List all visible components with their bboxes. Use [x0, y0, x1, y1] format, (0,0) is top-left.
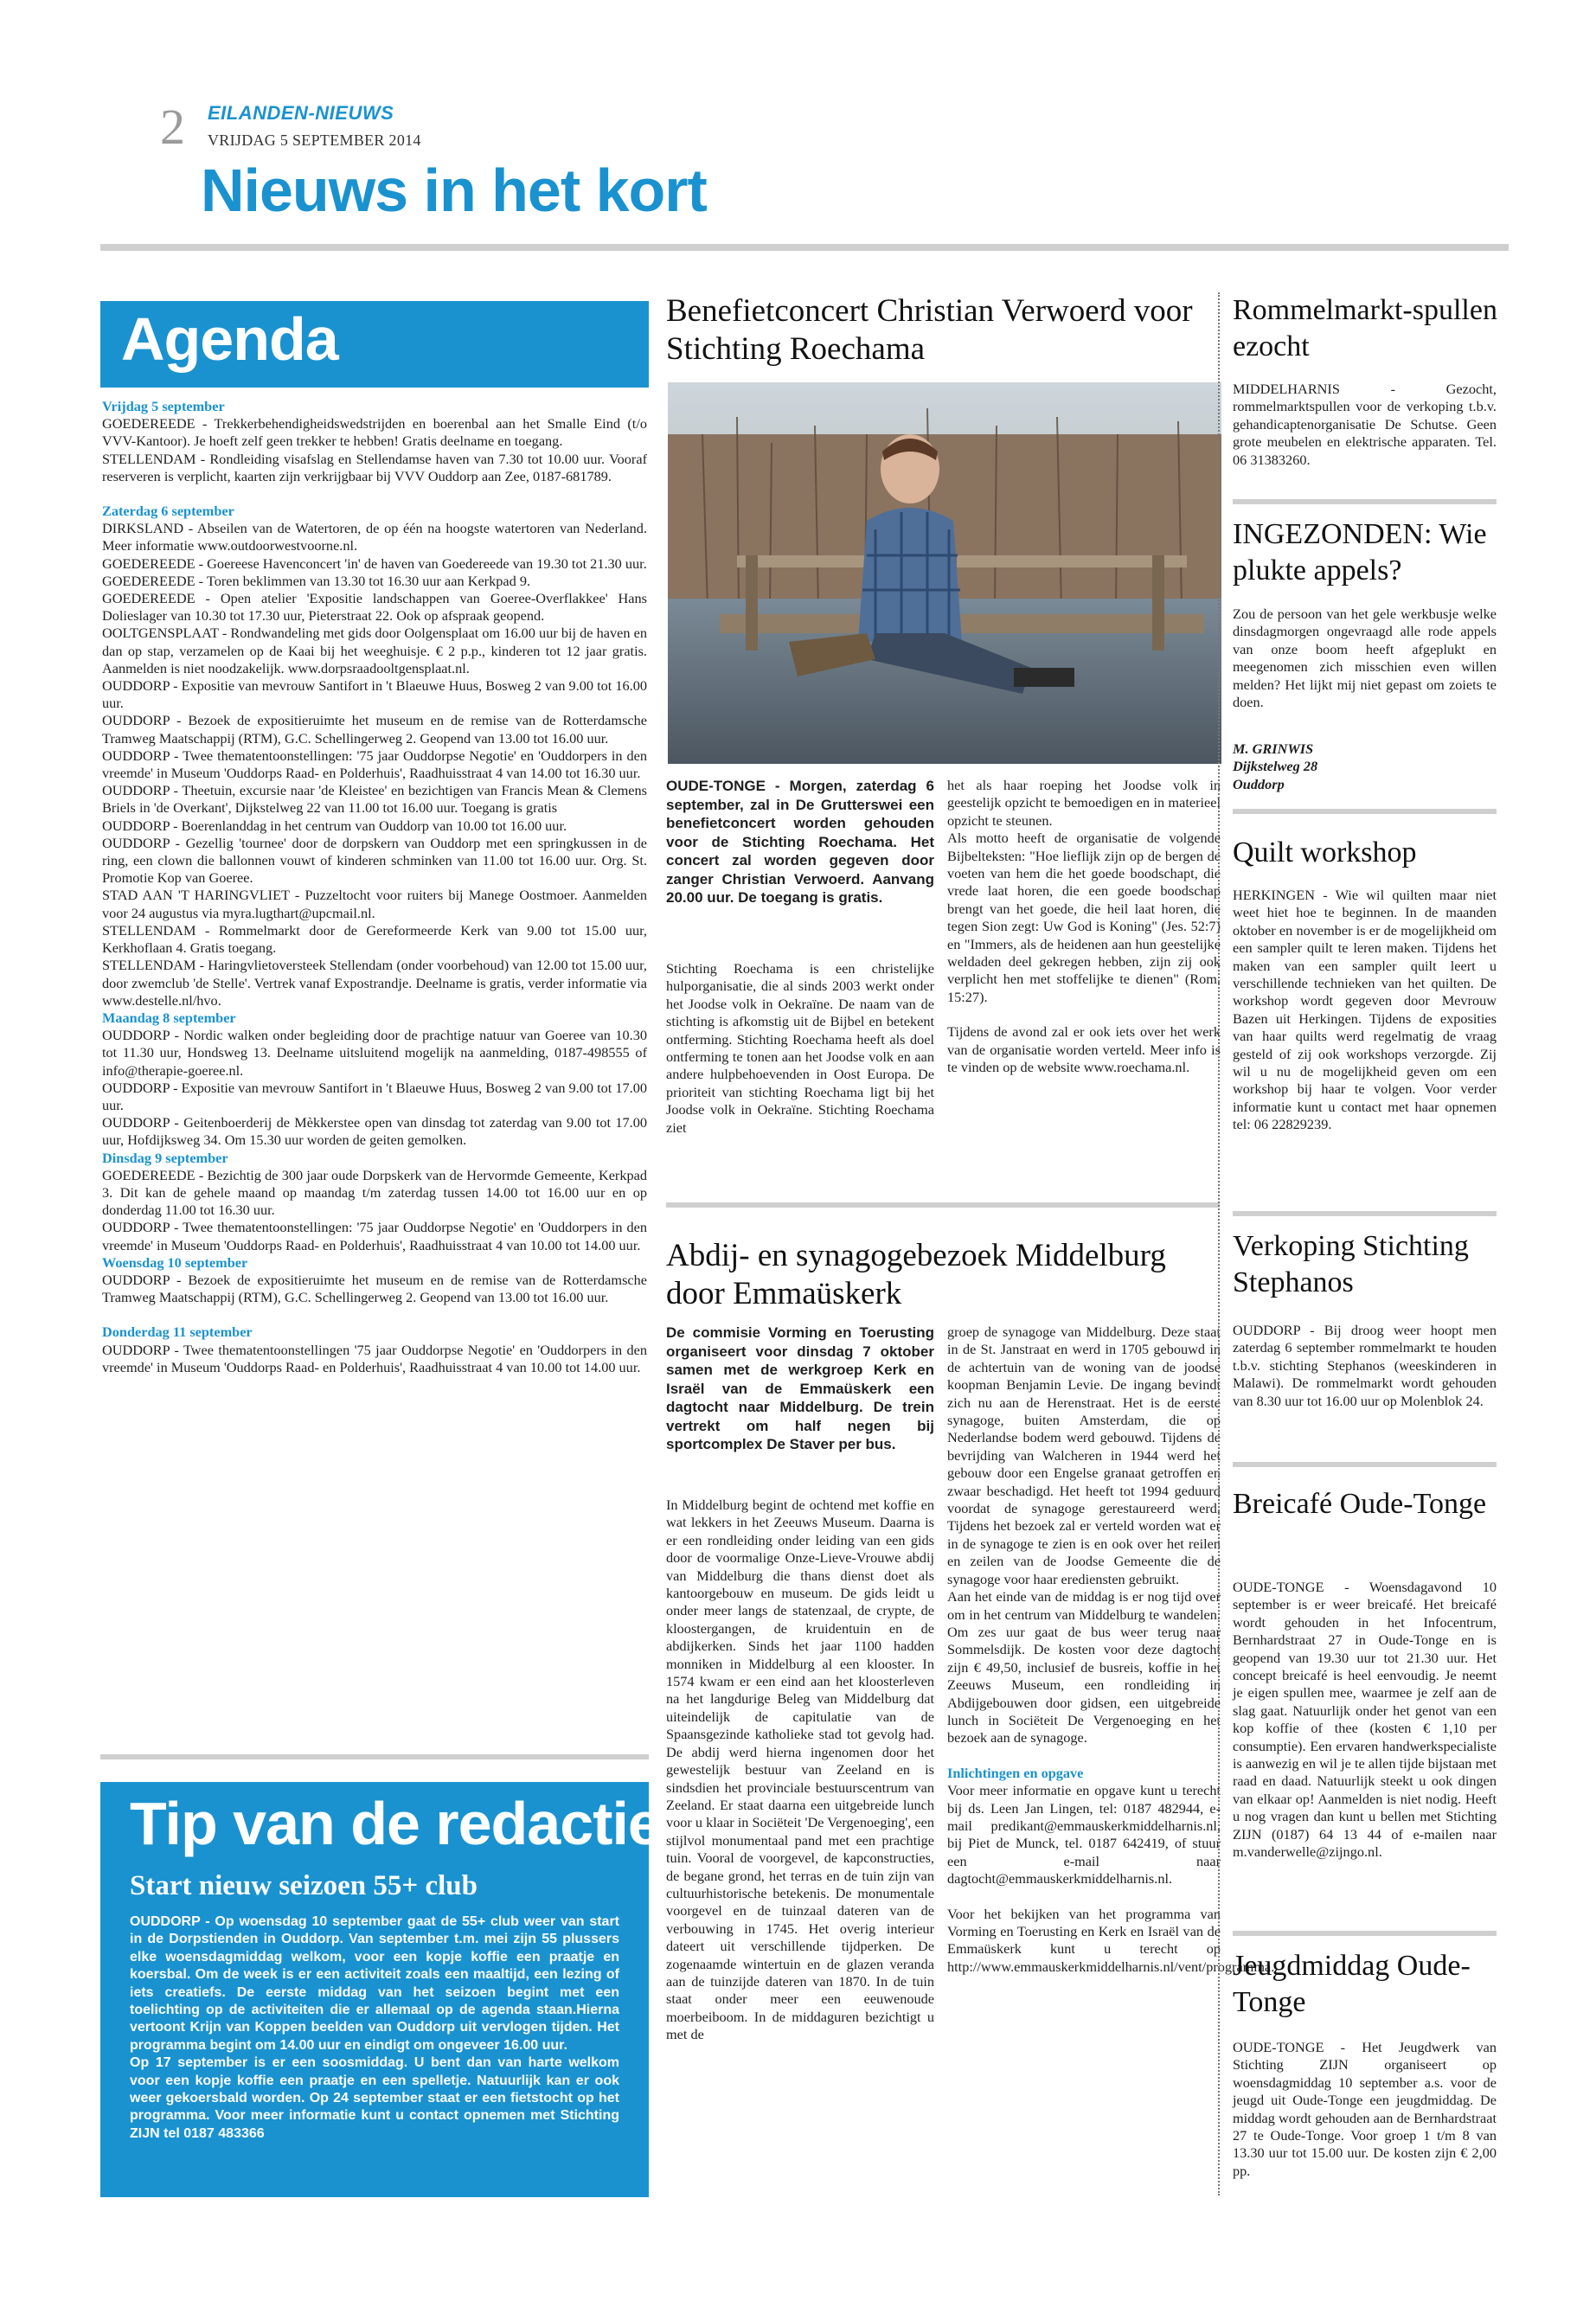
agenda-item: OUDDORP - Twee thematentoonstellingen: '75 jaar Ouddorpse Negotie' en 'Ouddorpers in den vreemde' in Museum 'Ouddorps Raad- en Polderhuis', Raadhuisstraat 4 van 14.00 tot 16.30 uur.	[102, 747, 647, 782]
agenda-list	[102, 398, 647, 1376]
ingezonden-headline: INGEZONDEN: Wie plukte appels?	[1233, 518, 1487, 586]
agenda-item: GOEDEREEDE - Toren beklimmen van 13.30 tot 16.30 uur aan Kerkpad 9.	[102, 572, 531, 589]
agenda-rule	[100, 1754, 649, 1759]
page-number: 2	[160, 99, 185, 155]
abdij-lead: De commisie Vorming en Toerusting organiseert voor dinsdag 7 oktober samen met de werkgroep Kerk en Israël van de Emmaüskerk een dagtocht naar Middelburg. De trein vertrekt om half negen bij sportcomplex De Staver per bus.	[666, 1324, 934, 1452]
abdij-body: In Middelburg begint de ochtend met koffie en wat lekkers in het Zeeuws Museum. Daarna is er een rondleiding onder leiding van een gids door de voormalige Onze-Lieve-Vrouwe abdij van Middelburg die thans dienst doet als kantoorgebouw en museum. De gids leidt u onder meer langs de statenzaal, de crypte, de kloostergangen, de kruidentuin en de abdijkerken. Sinds het jaar 1100 hadden monniken in Middelburg al een klooster. In 1574 kwam er een eind aan het kloosterleven na het langdurige Beleg van Middelburg dat uiteindelijk de capitulatie van de Spaansgezinde katholieke stad tot gevolg had. De abdij werd hierna ingenomen door het gewestelijk bestuur van Zeeland en is sindsdien het provinciale bestuurscentrum van Zeeland. Er staat daarna een uitgebreide lunch voor u klaar in Sociëteit 'De Vergenoeging', een stijlvol monumentaal pand met een prachtige tuin. Vooral de voorgevel, de kapconstructies, de begane grond, het terras en de tuin zijn van cultuurhistorische betekenis. De monumentale voorgevel en de tuinzaal dateren van de verbouwing in 1745. Het overig interieur dateert uit verschillende tijdperken. De zogenaamde wintertuin en de glazen veranda aan de tuinzijde dateren van 1870. In de tuin staat onder meer een eeuwenoude moerbeiboom. In de middaguren bezichtigt u met de	[666, 1497, 934, 2043]
tip-body	[130, 1913, 619, 2143]
tip-subtitle: Start nieuw seizoen 55+ club	[130, 1870, 478, 1901]
ingezonden-body: Zou de persoon van het gele werkbusje welke dinsdagmorgen ongevraagd alle rode appels van onze boom heeft afgeplukt en meegenomen zich misschien even willen melden? Het lijkt mij niet gepast om zoiets te doen.	[1233, 606, 1497, 711]
agenda-item: OOLTGENSPLAAT - Rondwandeling met gids door Oolgensplaat om 16.00 uur bij de haven en dan op stap, verzamelen op de Kaai bij het weeghuisje. € 2 p.p., kinderen tot 12 jaar gratis. Aanmelden is niet noodzakelijk. www.dorpsraadooltgensplaat.nl.	[102, 625, 647, 676]
issue-date: VRIJDAG 5 SEPTEMBER 2014	[208, 131, 421, 149]
ingezonden-signature	[1233, 740, 1497, 793]
breicafe-body: OUDE-TONGE - Woensdagavond 10 september is er weer breicafé. Het breicafé wordt gehouden in het Infocentrum, Bernhardstraat 27 in Oude-Tonge en is geopend van 19.30 uur tot 21.30 uur. Het concept breicafé is heel eenvoudig. Je neemt je eigen spullen mee, waarmee je zelf aan de slag gaat. Natuurlijk onder het genot van een kop koffie of thee (kosten € 1,10 per consumptie). Een ervaren handwerkspecialiste is aanwezig en wil je te allen tijde bijstaan met raad en daad. Natuurlijk steekt u ook dingen van elkaar op! Aanmelden is niet nodig. Heeft u nog vragen dan kunt u bellen met Stichting ZIJN (0187) 64 13 44 of e-mailen naar m.vanderwelle@zijngo.nl.	[1233, 1579, 1497, 1861]
agenda-day: Maandag 8 september	[102, 1009, 236, 1026]
agenda-item: OUDDORP - Twee thematentoonstellingen '75 jaar Ouddorpse Negotie' en 'Ouddorpers in den vreemde' in Museum 'Ouddorps Raad- en Polderhuis', Raadhuisstraat 4 van 10.00 tot 14.00 uur.	[102, 1341, 647, 1375]
right-rule	[1233, 499, 1497, 504]
signature-street: Dijkstelweg 28	[1233, 758, 1318, 775]
agenda-item: GOEDEREEDE - Trekkerbehendigheidswedstrijden en boerenbal aan het Smalle Eind (t/o VVV-Kantoor). Je hoeft zelf geen trekker te hebben! Gratis deelname en toegang.	[102, 415, 647, 450]
agenda-item: GOEDEREEDE - Bezichtig de 300 jaar oude Dorpskerk van de Hervormde Gemeente, Kerkpad 3. Dit kan de gehele maand op maandag t/m zaterdag tussen 14.00 tot 16.00 uur en op donderdag 11.00 tot 16.30 uur.	[102, 1166, 647, 1219]
section-title: Nieuws in het kort	[201, 157, 707, 224]
abdij-paragraph: Voor het bekijken van het programma van Vorming en Toerusting en Kerk en Israël van de Emmaüskerk kunt u terecht op http://www.emmauskerkmiddelharnis.nl/vent/programma.	[947, 1905, 1275, 1975]
brand-logo: EILANDEN-NIEUWS	[208, 102, 394, 124]
agenda-item: STAD AAN 'T HARINGVLIET - Puzzeltocht voor ruiters bij Manege Oostmoer. Aanmelden voor 24 augustus via myra.lugthart@upcmail.nl.	[102, 887, 647, 921]
agenda-item: OUDDORP - Theetuin, excursie naar 'de Kleistee' en bezichtigen van Francis Mean & Clemens Briels in 'de Overkant', Dijkstelweg 22 van 11.00 tot 16.00 uur. Toegang is gratis	[102, 782, 647, 817]
benefiet-paragraph: het als haar roeping het Joodse volk in geestelijk opzicht te bemoedigen en in materieel opzicht te steunen.	[947, 777, 1221, 829]
abdij-paragraph: Aan het einde van de middag is er nog tijd over om in het centrum van Middelburg te wandelen. Om zes uur gaat de bus weer terug naar Sommelsdijk. De kosten voor deze dagtocht zijn € 49,50, inclusief de busreis, koffie in het Zeeuws Museum, een rondleiding in Abdijgebouwen door gidsen, een uitgebreide lunch in Sociëteit De Vergenoeging en het bezoek aan de synagoge.	[947, 1588, 1221, 1747]
agenda-day: Woensdag 10 september	[102, 1253, 248, 1271]
agenda-day: Donderdag 11 september	[102, 1324, 253, 1341]
middle-rule	[666, 1202, 1220, 1208]
agenda-item: STELLENDAM - Haringvlietoversteek Stellendam (onder voorbehoud) van 12.00 tot 15.00 uur, door zwemclub 'de Stelle'. Vertrek vanaf Expostrandje. Deelname is gratis, verder informatie via www.destelle.nl/hvo.	[102, 957, 647, 1009]
verkoping-headline: Verkoping Stichting Stephanos	[1233, 1230, 1469, 1298]
agenda-item: OUDDORP - Twee thematentoonstellingen: '75 jaar Ouddorpse Negotie' en 'Ouddorpers in den vreemde' in Museum 'Ouddorps Raad- en Polderhuis', Raadhuisstraat 4 van 10.00 tot 14.00 uur.	[102, 1219, 647, 1253]
agenda-item: OUDDORP - Expositie van mevrouw Santifort in 't Blaeuwe Huus, Bosweg 2 van 9.00 tot 17.00 uur.	[102, 1079, 647, 1113]
benefiet-paragraph: Tijdens de avond zal er ook iets over het werk van de organisatie worden verteld. Meer info is te vinden op de website www.roechama.nl.	[947, 1023, 1221, 1076]
top-rule	[100, 244, 1509, 251]
agenda-item: DIRKSLAND - Abseilen van de Watertoren, de op één na hoogste watertoren van Nederland. Meer informatie www.outdoorwestvoorne.nl.	[102, 520, 647, 554]
rommel-headline: Rommelmarkt-spullen ezocht	[1233, 294, 1497, 362]
breicafe-headline: Breicafé Oude-Tonge	[1233, 1488, 1487, 1520]
right-rule	[1233, 809, 1497, 814]
right-rule	[1233, 1931, 1497, 1936]
agenda-day: Vrijdag 5 september	[102, 398, 225, 414]
jeugd-headline: Jeugdmiddag Oude-Tonge	[1233, 1950, 1471, 2018]
signature-name: M. GRINWIS	[1233, 740, 1314, 757]
agenda-item: OUDDORP - Boerenlanddag in het centrum van Ouddorp van 10.00 tot 16.00 uur.	[102, 817, 567, 834]
agenda-day: Dinsdag 9 september	[102, 1149, 228, 1166]
benefiet-body: Stichting Roechama is een christelijke hulporganisatie, die al sinds 2003 werkt onder het Joodse volk in Oekraïne. De naam van de stichting is afkomstig uit de Bijbel en betekent ontferming. Stichting Roechama heeft als doel ontferming te tonen aan het Joodse volk en aan andere hulpbehoevenden in Oost Europa. De prioriteit van stichting Roechama ligt bij het Joodse volk in Oekraïne. Stichting Roechama ziet	[666, 960, 934, 1136]
agenda-item: OUDDORP - Nordic walken onder begleiding door de prachtige natuur van Goeree van 10.30 tot 11.30 uur, Hondsweg 13. Deelname uitsluitend mogelijk na aanmelding, 0187-498555 of info@therapie-goeree.nl.	[102, 1027, 647, 1079]
agenda-item: OUDDORP - Expositie van mevrouw Santifort in 't Blaeuwe Huus, Bosweg 2 van 9.00 tot 16.00 uur.	[102, 677, 647, 712]
abdij-headline: Abdij- en synagogebezoek Middelburg door Emmaüskerk	[666, 1238, 1166, 1311]
agenda-item: GOEDEREEDE - Open atelier 'Expositie landschappen van Goeree-Overflakkee' Hans Dolieslager van 10.30 tot 17.30 uur, Pieterstraat 22. Ook op afspraak geopend.	[102, 590, 647, 625]
abdij-body	[947, 1324, 1275, 1976]
agenda-item: STELLENDAM - Rondleiding visafslag en Stellendamse haven van 7.30 tot 10.00 uur. Vooraf reserveren is verplicht, kaarten zijn verkrijgbaar bij VVV Ouddorp aan Zee, 0187-681789.	[102, 450, 647, 484]
abdij-subhead: Inlichtingen en opgave	[947, 1764, 1084, 1781]
tip-title: Tip van de redactie	[130, 1790, 661, 1857]
tip-paragraph: Op 17 september is er een soosmiddag. U bent dan van harte welkom voor een kopje koffie een praatje en een spelletje. Natuurlijk kan er ook weer gekoersbald worden. Op 24 september staat er een fietstocht op het programma. Voor meer informatie kunt u contact opnemen met Stichting ZIJN tel 0187 483366	[130, 2055, 619, 2141]
agenda-item: STELLENDAM - Rommelmarkt door de Gereformeerde Kerk van 9.00 tot 15.00 uur, Kerkhoflaan 4. Gratis toegang.	[102, 921, 647, 957]
agenda-item: OUDDORP - Gezellig 'tournee' door de dorpskern van Ouddorp met een springkussen in de ring, een clown die ballonnen vouwt of kinderen schminken van 11.00 tot 16.00 uur. Org. St. Promotie Kop van Goeree.	[102, 834, 647, 887]
right-rule	[1233, 1211, 1497, 1216]
agenda-item: GOEDEREEDE - Goereese Havenconcert 'in' de haven van Goedereede van 19.30 tot 21.30 uur.	[102, 554, 647, 572]
agenda-item: OUDDORP - Bezoek de expositieruimte het museum en de remise van de Rotterdamsche Tramweg Maatschappij (RTM), G.C. Schellingerweg 2. Geopend van 13.00 tot 16.00 uur.	[102, 712, 647, 747]
quilt-headline: Quilt workshop	[1233, 836, 1417, 868]
photo-man-on-bridge-icon	[668, 382, 1221, 764]
benefiet-paragraph: Als motto heeft de organisatie de volgende Bijbelteksten: "Hoe lieflijk zijn op de bergen de voeten van hem die het goede boodschapt, die vrede laat horen, die een goede boodschap brengt van het goede, die heil laat horen, die tegen Sion zegt: Uw God is Koning" (Jes. 52:7) en "Immers, als de heidenen aan hun geestelijke weldaden deel gekregen hebben, zijn zij ook verplicht hen met stoffelijke te dienen" (Rom. 15:27).	[947, 830, 1221, 1005]
quilt-body: HERKINGEN - Wie wil quilten maar niet weet hiet hoe te beginnen. In de maanden oktober en november is er de mogelijkheid om een sampler quilt te leren maken. Tijdens het maken van een sampler quilt leert u verschillende technieken van het quilten. De workshop wordt gegeven door Mevrouw Bazen uit Herkingen. Tijdens de exposities van haar quilts werd regelmatig de vraag gesteld of zij ook workshops verzorgde. Zij wil u nu de mogelijkheid geven om een workshop bij haar te volgen. Voor verder informatie kunt u contact met haar opnemen tel: 06 22829239.	[1233, 887, 1497, 1133]
agenda-item: OUDDORP - Geitenboerderij de Mèkkerstee open van dinsdag tot zaterdag van 9.00 tot 17.00 uur, Hofdijksweg 34. Om 15.30 uur worden de geiten gemolken.	[102, 1114, 647, 1149]
jeugd-body: OUDE-TONGE - Het Jeugdwerk van Stichting ZIJN organiseert op woensdagmiddag 10 september a.s. voor de jeugd uit Oude-Tonge een jeugdmiddag. De middag wordt gehouden aan de Bernhardstraat 27 te Oude-Tonge. Voor groep 1 t/m 8 van 13.30 uur tot 15.00 uur. De kosten zijn € 2,00 pp.	[1233, 2039, 1497, 2179]
benefiet-headline: Benefietconcert Christian Verwoerd voor Stichting Roechama	[666, 293, 1193, 367]
signature-town: Ouddorp	[1233, 775, 1285, 792]
verkoping-body: OUDDORP - Bij droog weer hoopt men zaterdag 6 september rommelmarkt te houden t.b.v. stichting Stephanos (weeskinderen in Malawi). De rommelmarkt wordt gehouden van 8.30 uur tot 16.00 uur op Molenblok 24.	[1233, 1322, 1497, 1409]
agenda-item: OUDDORP - Bezoek de expositieruimte het museum en de remise van de Rotterdamsche Tramweg Maatschappij (RTM), G.C. Schellingerweg 2. Geopend van 13.00 tot 16.00 uur.	[102, 1271, 647, 1306]
right-rule	[1233, 1462, 1497, 1467]
tip-paragraph: OUDDORP - Op woensdag 10 september gaat de 55+ club weer van start in de Dorpstienden in Ouddorp. Van september t.m. mei zijn 55 plussers elke woensdagmiddag welkom, voor een kopje koffie een praatje en koersbal. Om de week is er een activiteit zoals een maaltijd, een lezing of iets creatiefs. De eerste middag van het seizoen begint met een toelichting op de activiteiten die er allemaal op de agenda staan.Hierna vertoont Krijn van Koppen beelden van Ouddorp uit vervlogen tijden. Het programma begint om 14.00 uur en eindigt om ongeveer 16.00 uur.	[130, 1914, 619, 2053]
benefiet-body	[947, 777, 1221, 1077]
benefiet-lead: OUDE-TONGE - Morgen, zaterdag 6 september, zal in De Grutterswei een benefietconcert worden gehouden voor de Stichting Roechama. Het concert zal worden gegeven door zanger Christian Verwoerd. Aanvang 20.00 uur. De toegang is gratis.	[666, 778, 934, 906]
column-divider	[1218, 292, 1220, 2195]
agenda-title: Agenda	[121, 305, 338, 373]
rommel-body: MIDDELHARNIS - Gezocht, rommelmarktspullen voor de verkoping t.b.v. gehandicaptenorganisatie De Schutse. Geen grote meubelen en elektrische apparaten. Tel. 06 31383260.	[1233, 381, 1497, 468]
abdij-paragraph: groep de synagoge van Middelburg. Deze staat in de St. Janstraat en werd in 1705 gebouwd in de achtertuin van de woning van de joodse koopman Benjamin Levie. De ingang bevindt zich nu aan de Herenstraat. Het is de eerste synagoge, buiten Amsterdam, die op Nederlandse bodem werd gebouwd. Tijdens de bevrijding van Walcheren in 1944 werd het gebouw door een Engelse granaat getroffen en zwaar beschadigd. Het heeft tot 1994 geduurd voordat de synagoge gerestaureerd werd. Tijdens het bezoek zal er verteld worden wat er in de synagoge te zien is en ook over het reilen en zeilen van de Joodse Gemeente die de synagoge voor haar erediensten gebruikt.	[947, 1324, 1221, 1587]
abdij-paragraph: Voor meer informatie en opgave kunt u terecht bij ds. Leen Jan Lingen, tel: 0187 482944, e-mail predikant@emmauskerkmiddelharnis.nl, bij Piet de Munck, tel. 0187 642419, of stuur een e-mail naar dagtocht@emmauskerkmiddelharnis.nl.	[947, 1782, 1221, 1888]
agenda-day: Zaterdag 6 september	[102, 503, 234, 520]
